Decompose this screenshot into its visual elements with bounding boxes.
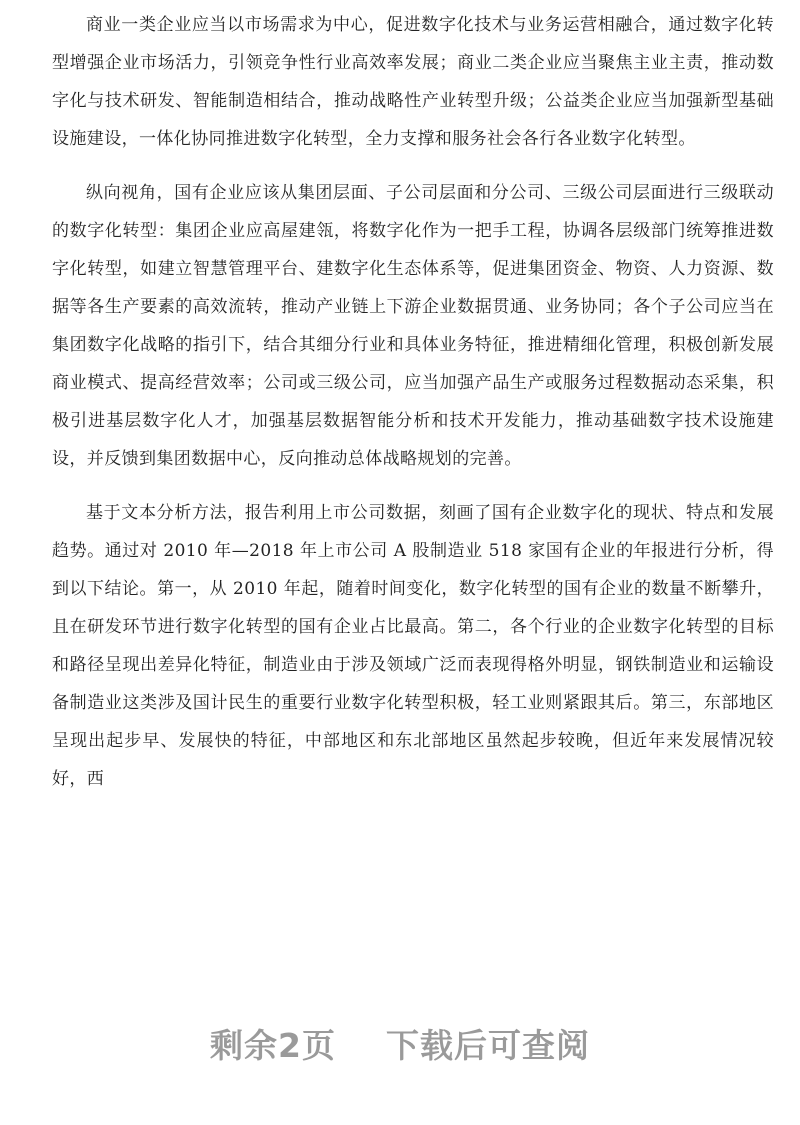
remaining-pages-label: 剩余2页 (210, 1026, 336, 1065)
remaining-pages-notice (0, 1020, 800, 1067)
paragraph: 基于文本分析方法，报告利用上市公司数据，刻画了国有企业数字化的现状、特点和发展趋势。通过对 2010 年—2018 年上市公司 A 股制造业 518 家国有企业的年报进行分析，得到以下结论。第一，从 2010 年起，随着时间变化，数字化转型的国有企业的数量不断攀升，且在研发环节进行数字化转型的国有企业占比最高。第二，各个行业的企业数字化转型的目标和路径呈现出差异化特征，制造业由于涉及领域广泛而表现得格外明显，钢铁制造业和运输设备制造业这类涉及国计民生的重要行业数字化转型积极，轻工业则紧跟其后。第三，东部地区呈现出起步早、发展快的特征，中部地区和东北部地区虽然起步较晚，但近年来发展情况较好，西 (52, 503, 774, 789)
document-body (52, 6, 774, 798)
download-prompt-label: 下载后可查阅 (385, 1026, 590, 1065)
paragraph: 纵向视角，国有企业应该从集团层面、子公司层面和分公司、三级公司层面进行三级联动的数字化转型：集团企业应高屋建瓴，将数字化作为一把手工程，协调各层级部门统筹推进数字化转型，如建立智慧管理平台、建数字化生态体系等，促进集团资金、物资、人力资源、数据等各生产要素的高效流转，推动产业链上下游企业数据贯通、业务协同；各个子公司应当在集团数字化战略的指引下，结合其细分行业和具体业务特征，推进精细化管理，积极创新发展商业模式、提高经营效率；公司或三级公司，应当加强产品生产或服务过程数据动态采集，积极引进基层数字化人才，加强基层数据智能分析和技术开发能力，推动基础数字技术设施建设，并反馈到集团数据中心，反向推动总体战略规划的完善。 (52, 183, 774, 469)
paragraph: 商业一类企业应当以市场需求为中心，促进数字化技术与业务运营相融合，通过数字化转型增强企业市场活力，引领竞争性行业高效率发展；商业二类企业应当聚焦主业主责，推动数字化与技术研发、智能制造相结合，推动战略性产业转型升级；公益类企业应当加强新型基础设施建设，一体化协同推进数字化转型，全力支撑和服务社会各行各业数字化转型。 (52, 15, 774, 149)
